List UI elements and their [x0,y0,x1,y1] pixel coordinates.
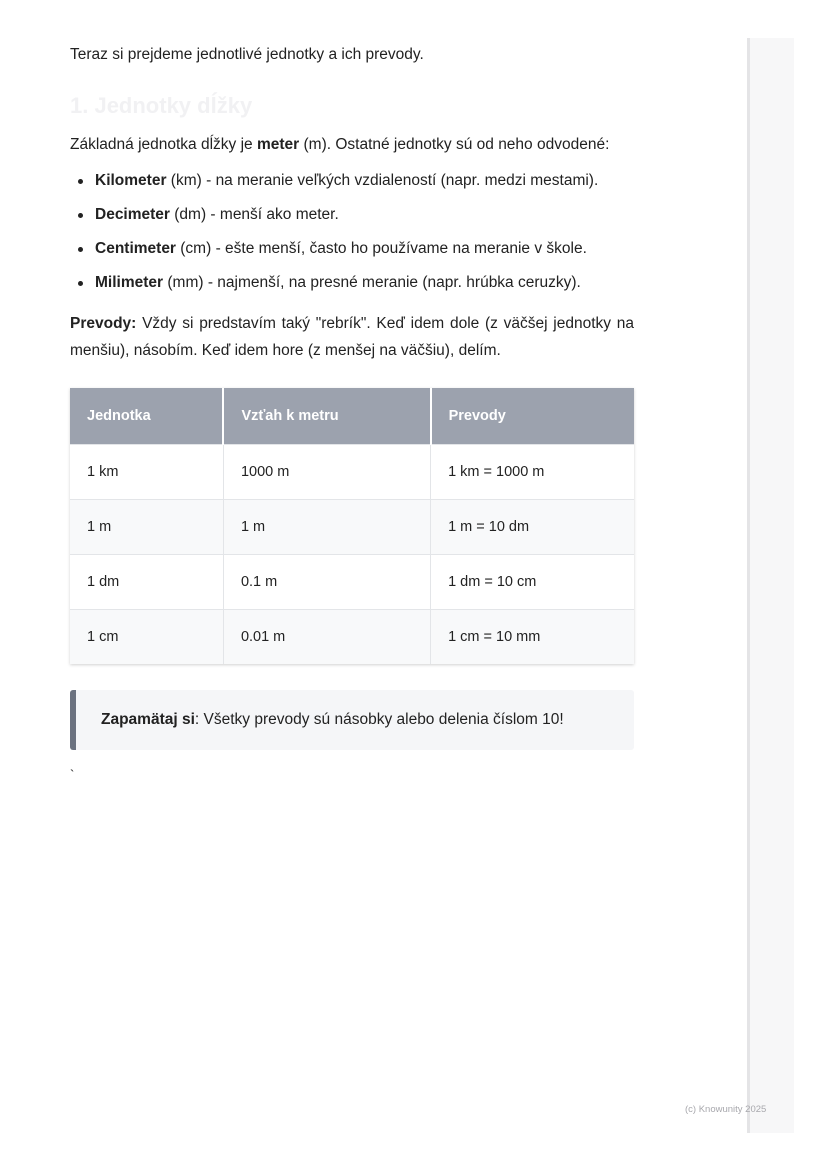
base-unit-text-after: (m). Ostatné jednotky sú od neho odvodené: [299,136,610,153]
prevody-text: Vždy si predstavím taký "rebrík". Keď idem dole (z väčšej jednotky na menšiu), násobím. Keď idem hore (z menšej na väčšiu), delím. [70,315,634,359]
list-item [95,170,634,192]
table-row [70,610,634,665]
callout-content [101,711,564,729]
prevody-paragraph [70,310,634,364]
base-unit-bold: meter [256,136,300,153]
base-unit-text-before: Základná jednotka dĺžky je [70,136,257,153]
intro-paragraph: Teraz si prejdeme jednotlivé jednotky a ich prevody. [70,46,424,63]
unit-desc: (km) - na meranie veľkých vzdialeností (napr. medzi mestami). [166,172,599,189]
table-header-cell: Jednotka [70,388,223,445]
document-content [70,38,634,782]
unit-desc: (cm) - ešte menší, často ho používame na meranie v škole. [175,240,587,257]
unit-name: Milimeter [95,274,164,291]
copyright-footer: (c) Knowunity 2025 [685,1104,767,1115]
unit-desc: (dm) - menší ako meter. [169,206,339,223]
table-cell: 1 m = 10 dm [431,500,634,555]
conversion-table [70,388,634,664]
table-header-cell: Prevody [431,388,634,445]
table-cell: 1 km [70,445,223,500]
table-cell: 0.1 m [223,555,430,610]
unit-name: Centimeter [95,240,176,257]
table-row [70,500,634,555]
table-row [70,555,634,610]
base-unit-paragraph [70,134,634,156]
right-sidebar [747,38,794,1133]
section-title: 1. Jednotky dĺžky [70,93,253,118]
table-row [70,445,634,500]
table-cell: 1 m [223,500,430,555]
table-cell: 1 dm [70,555,223,610]
table-cell: 1 cm = 10 mm [431,610,634,665]
table-header-cell: Vzťah k metru [223,388,430,445]
table-cell: 1 dm = 10 cm [431,555,634,610]
unit-name: Decimeter [95,206,170,223]
list-item [95,238,634,260]
list-item [95,272,634,294]
table-header-row [70,388,634,445]
table-cell: 0.01 m [223,610,430,665]
stray-backtick: ` [70,767,75,782]
callout-text: : Všetky prevody sú násobky alebo delenia číslom 10! [194,711,564,728]
unit-list [70,170,634,294]
unit-desc: (mm) - najmenší, na presné meranie (napr. hrúbka ceruzky). [163,274,581,291]
table-cell: 1000 m [223,445,430,500]
prevody-label: Prevody: [70,315,137,332]
table-cell: 1 km = 1000 m [431,445,634,500]
table-cell: 1 m [70,500,223,555]
unit-name: Kilometer [95,172,167,189]
list-item [95,204,634,226]
callout-label: Zapamätaj si [101,711,195,728]
remember-callout [70,690,634,750]
table-cell: 1 cm [70,610,223,665]
